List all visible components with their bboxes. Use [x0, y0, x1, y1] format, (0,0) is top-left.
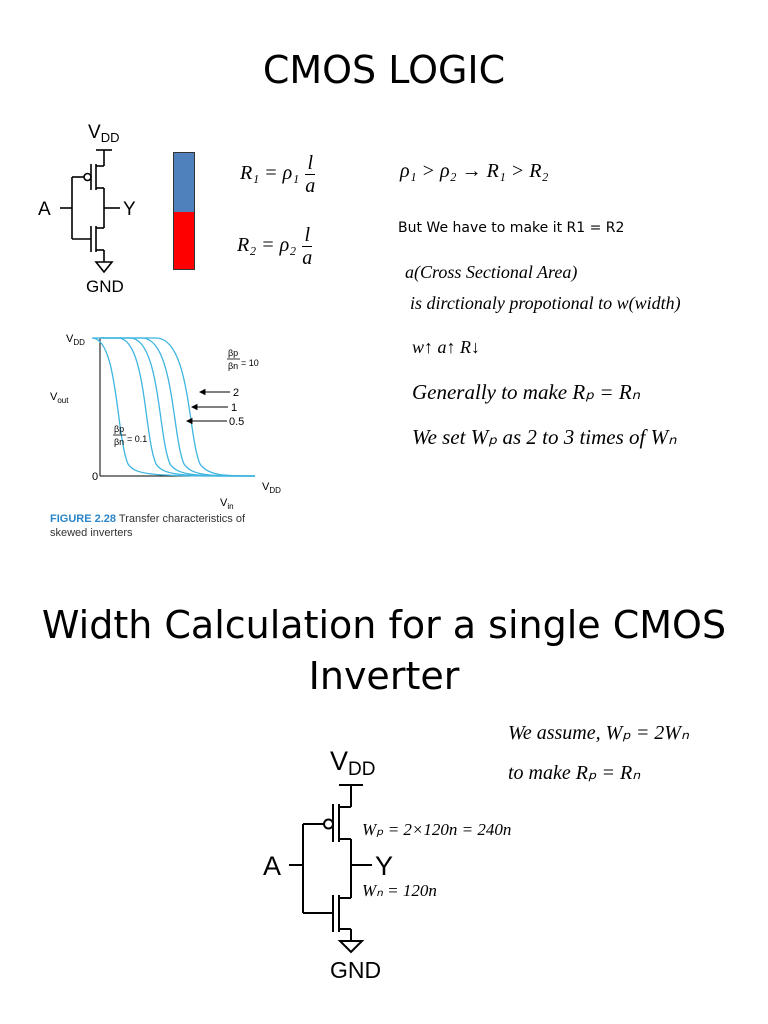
wn-value: Wₙ = 120n [362, 881, 437, 900]
input-a-label-2: A [263, 851, 282, 881]
svg-text:= 0.1: = 0.1 [127, 434, 148, 444]
area-line1: a(Cross Sectional Area) [405, 262, 578, 282]
vin-label: $V_{in}$ [220, 497, 234, 511]
input-a-label: A [38, 199, 51, 220]
resistor-block-outline [173, 152, 195, 270]
we-set-note: We set Wₚ as 2 to 3 times of Wₙ [412, 425, 677, 449]
vout-label: $V_{out}$ [50, 391, 69, 405]
vdd-xtick: $V_{DD}$ [262, 481, 281, 495]
origin-label: 0 [92, 471, 99, 483]
vdd-label-2: VDD [330, 746, 376, 780]
svg-text:βp: βp [228, 348, 239, 358]
slide2-title-line1: Width Calculation for a single CMOS [41, 603, 727, 647]
svg-text:= 10: = 10 [241, 358, 259, 368]
gnd-label-2: GND [330, 957, 382, 983]
transfer-characteristics-figure [40, 326, 330, 511]
cmos-inverter-schematic [28, 118, 148, 298]
vdd-label: $V_{DD}$ [88, 122, 120, 145]
area-line2: is dirctionaly propotional to w(width) [410, 293, 681, 313]
ratio-1-label: 1 [231, 402, 238, 414]
ratio-05-label: 0.5 [229, 416, 245, 428]
output-y-label: Y [123, 199, 136, 220]
wp-value: Wₚ = 2×120n = 240n [362, 820, 512, 839]
r2-formula: R₂ = ρ₂ $\frac{l}{a}$ [237, 224, 313, 269]
svg-text:βn: βn [114, 437, 125, 447]
cmos-inverter-schematic-2 [255, 735, 405, 985]
gnd-label: GND [86, 277, 124, 296]
ratio-high-label [227, 348, 259, 371]
svg-text:βn: βn [228, 361, 239, 371]
make-equal-note: But We have to make it R1 = R2 [398, 220, 625, 236]
vdd-ytick: $V_{DD}$ [66, 333, 85, 347]
generally-note: Generally to make Rₚ = Rₙ [412, 380, 641, 404]
svg-text:βp: βp [114, 424, 125, 434]
ratio-low-label [113, 424, 147, 447]
slide1-title: CMOS LOGIC [262, 48, 506, 92]
r1-formula: R₁ = ρ₁ $\frac{l}{a}$ [240, 152, 316, 197]
rho-relation: ρ₁ > ρ₂ → R₁ > R₂ [400, 160, 549, 182]
output-y-label-2: Y [375, 851, 394, 881]
assume-note: We assume, Wₚ = 2Wₙ [508, 722, 689, 744]
slide2-title-line2: Inverter [308, 654, 460, 698]
ratio-2-label: 2 [233, 387, 240, 399]
figure-caption: FIGURE 2.28 Transfer characteristics of skewed inverters [50, 513, 246, 539]
proportional-arrows: w↑ a↑ R↓ [412, 337, 481, 357]
to-make-note: to make Rₚ = Rₙ [508, 762, 641, 784]
